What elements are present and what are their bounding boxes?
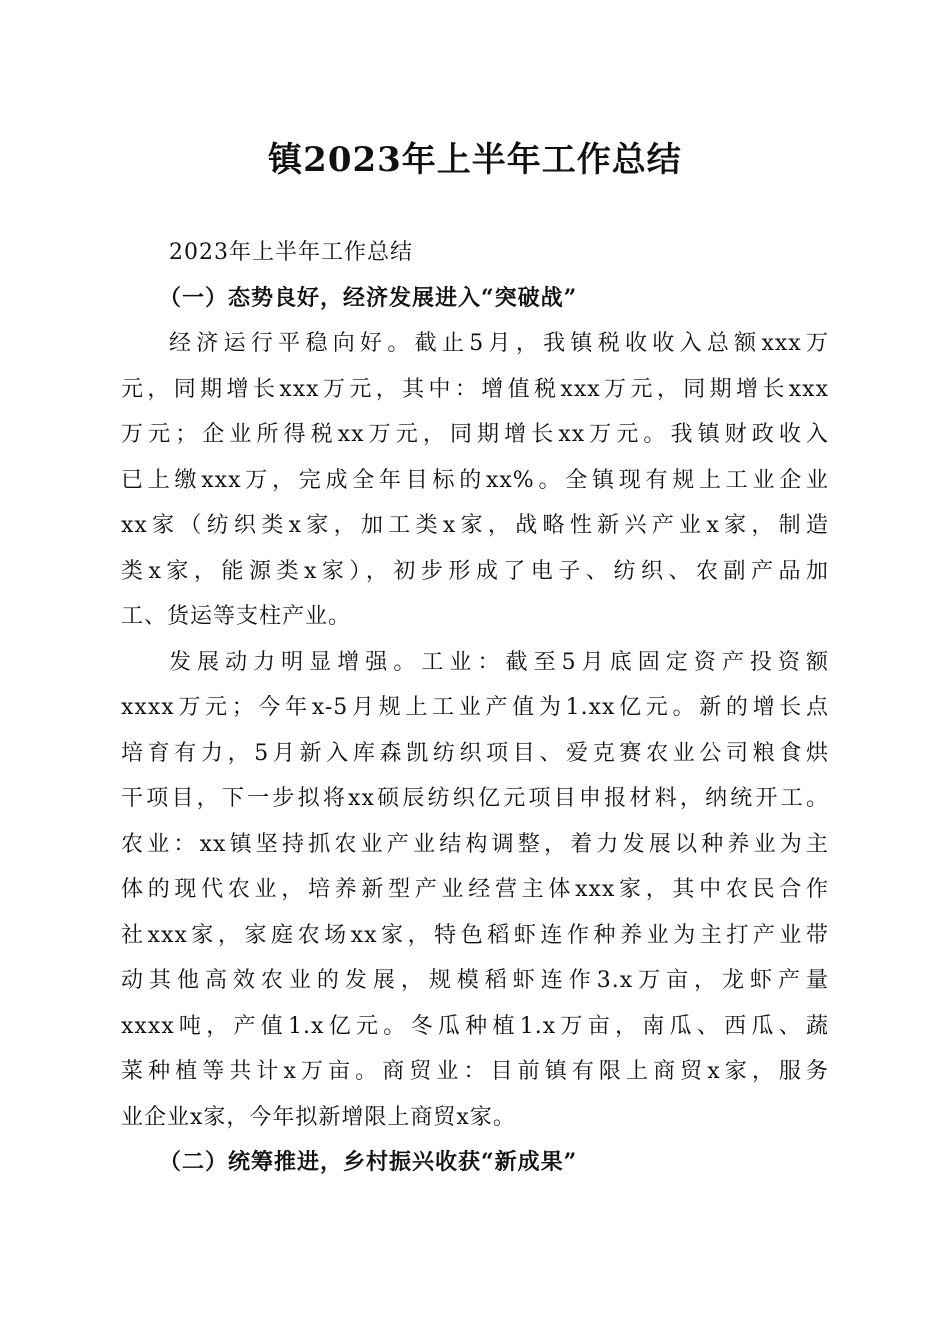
paragraph-line: xxxx吨，产值1.x亿元。冬瓜种植1.x万亩，南瓜、西瓜、蔬 xyxy=(121,1013,829,1039)
section-heading-2: （二）统筹推进，乡村振兴收获“新成果” xyxy=(159,1149,578,1175)
document-body xyxy=(121,230,829,1186)
paragraph-line: 菜种植等共计x万亩。商贸业：目前镇有限上商贸x家，服务 xyxy=(121,1059,829,1084)
paragraph-line: 元，同期增长xxx万元，其中：增值税xxx万元，同期增长xxx xyxy=(121,376,829,402)
paragraph-line: 类x家，能源类x家），初步形成了电子、纺织、农副产品加 xyxy=(121,558,829,584)
paragraph-line: 农业：xx镇坚持抓农业产业结构调整，着力发展以种养业为主 xyxy=(121,831,829,857)
paragraph-line: xx家（纺织类x家，加工类x家，战略性新兴产业x家，制造 xyxy=(121,513,829,538)
document-title: 镇2023年上半年工作总结 xyxy=(268,140,682,180)
paragraph-line: 培育有力，5月新入库森凯纺织项目、爱克赛农业公司粮食烘 xyxy=(121,740,829,766)
paragraph-line: 社xxx家，家庭农场xx家，特色稻虾连作种养业为主打产业带 xyxy=(121,922,829,948)
paragraph-line: 动其他高效农业的发展，规模稻虾连作3.x万亩，龙虾产量 xyxy=(121,968,829,993)
paragraph-line: 工、货运等支柱产业。 xyxy=(121,604,352,629)
paragraph-line: 发展动力明显增强。工业：截至5月底固定资产投资额 xyxy=(169,649,829,675)
paragraph-economy xyxy=(121,321,829,640)
paragraph-line: xxxx万元；今年x-5月规上工业产值为1.xx亿元。新的增长点 xyxy=(121,695,829,720)
paragraph-line: 已上缴xxx万，完成全年目标的xx%。全镇现有规上工业企业 xyxy=(121,467,829,493)
section-heading-1: （一）态势良好，经济发展进入“突破战” xyxy=(159,284,578,311)
paragraph-line: 干项目，下一步拟将xx硕辰纺织亿元项目申报材料，纳统开工。 xyxy=(121,786,829,811)
document-subtitle: 2023年上半年工作总结 xyxy=(169,240,413,265)
paragraph-line: 体的现代农业，培养新型产业经营主体xxx家，其中农民合作 xyxy=(121,877,829,902)
paragraph-line: 业企业x家，今年拟新增限上商贸x家。 xyxy=(121,1104,516,1130)
paragraph-line: 经济运行平稳向好。截止5月，我镇税收收入总额xxx万 xyxy=(169,331,829,356)
paragraph-development xyxy=(121,640,829,1141)
paragraph-line: 万元；企业所得税xx万元，同期增长xx万元。我镇财政收入 xyxy=(121,422,829,447)
